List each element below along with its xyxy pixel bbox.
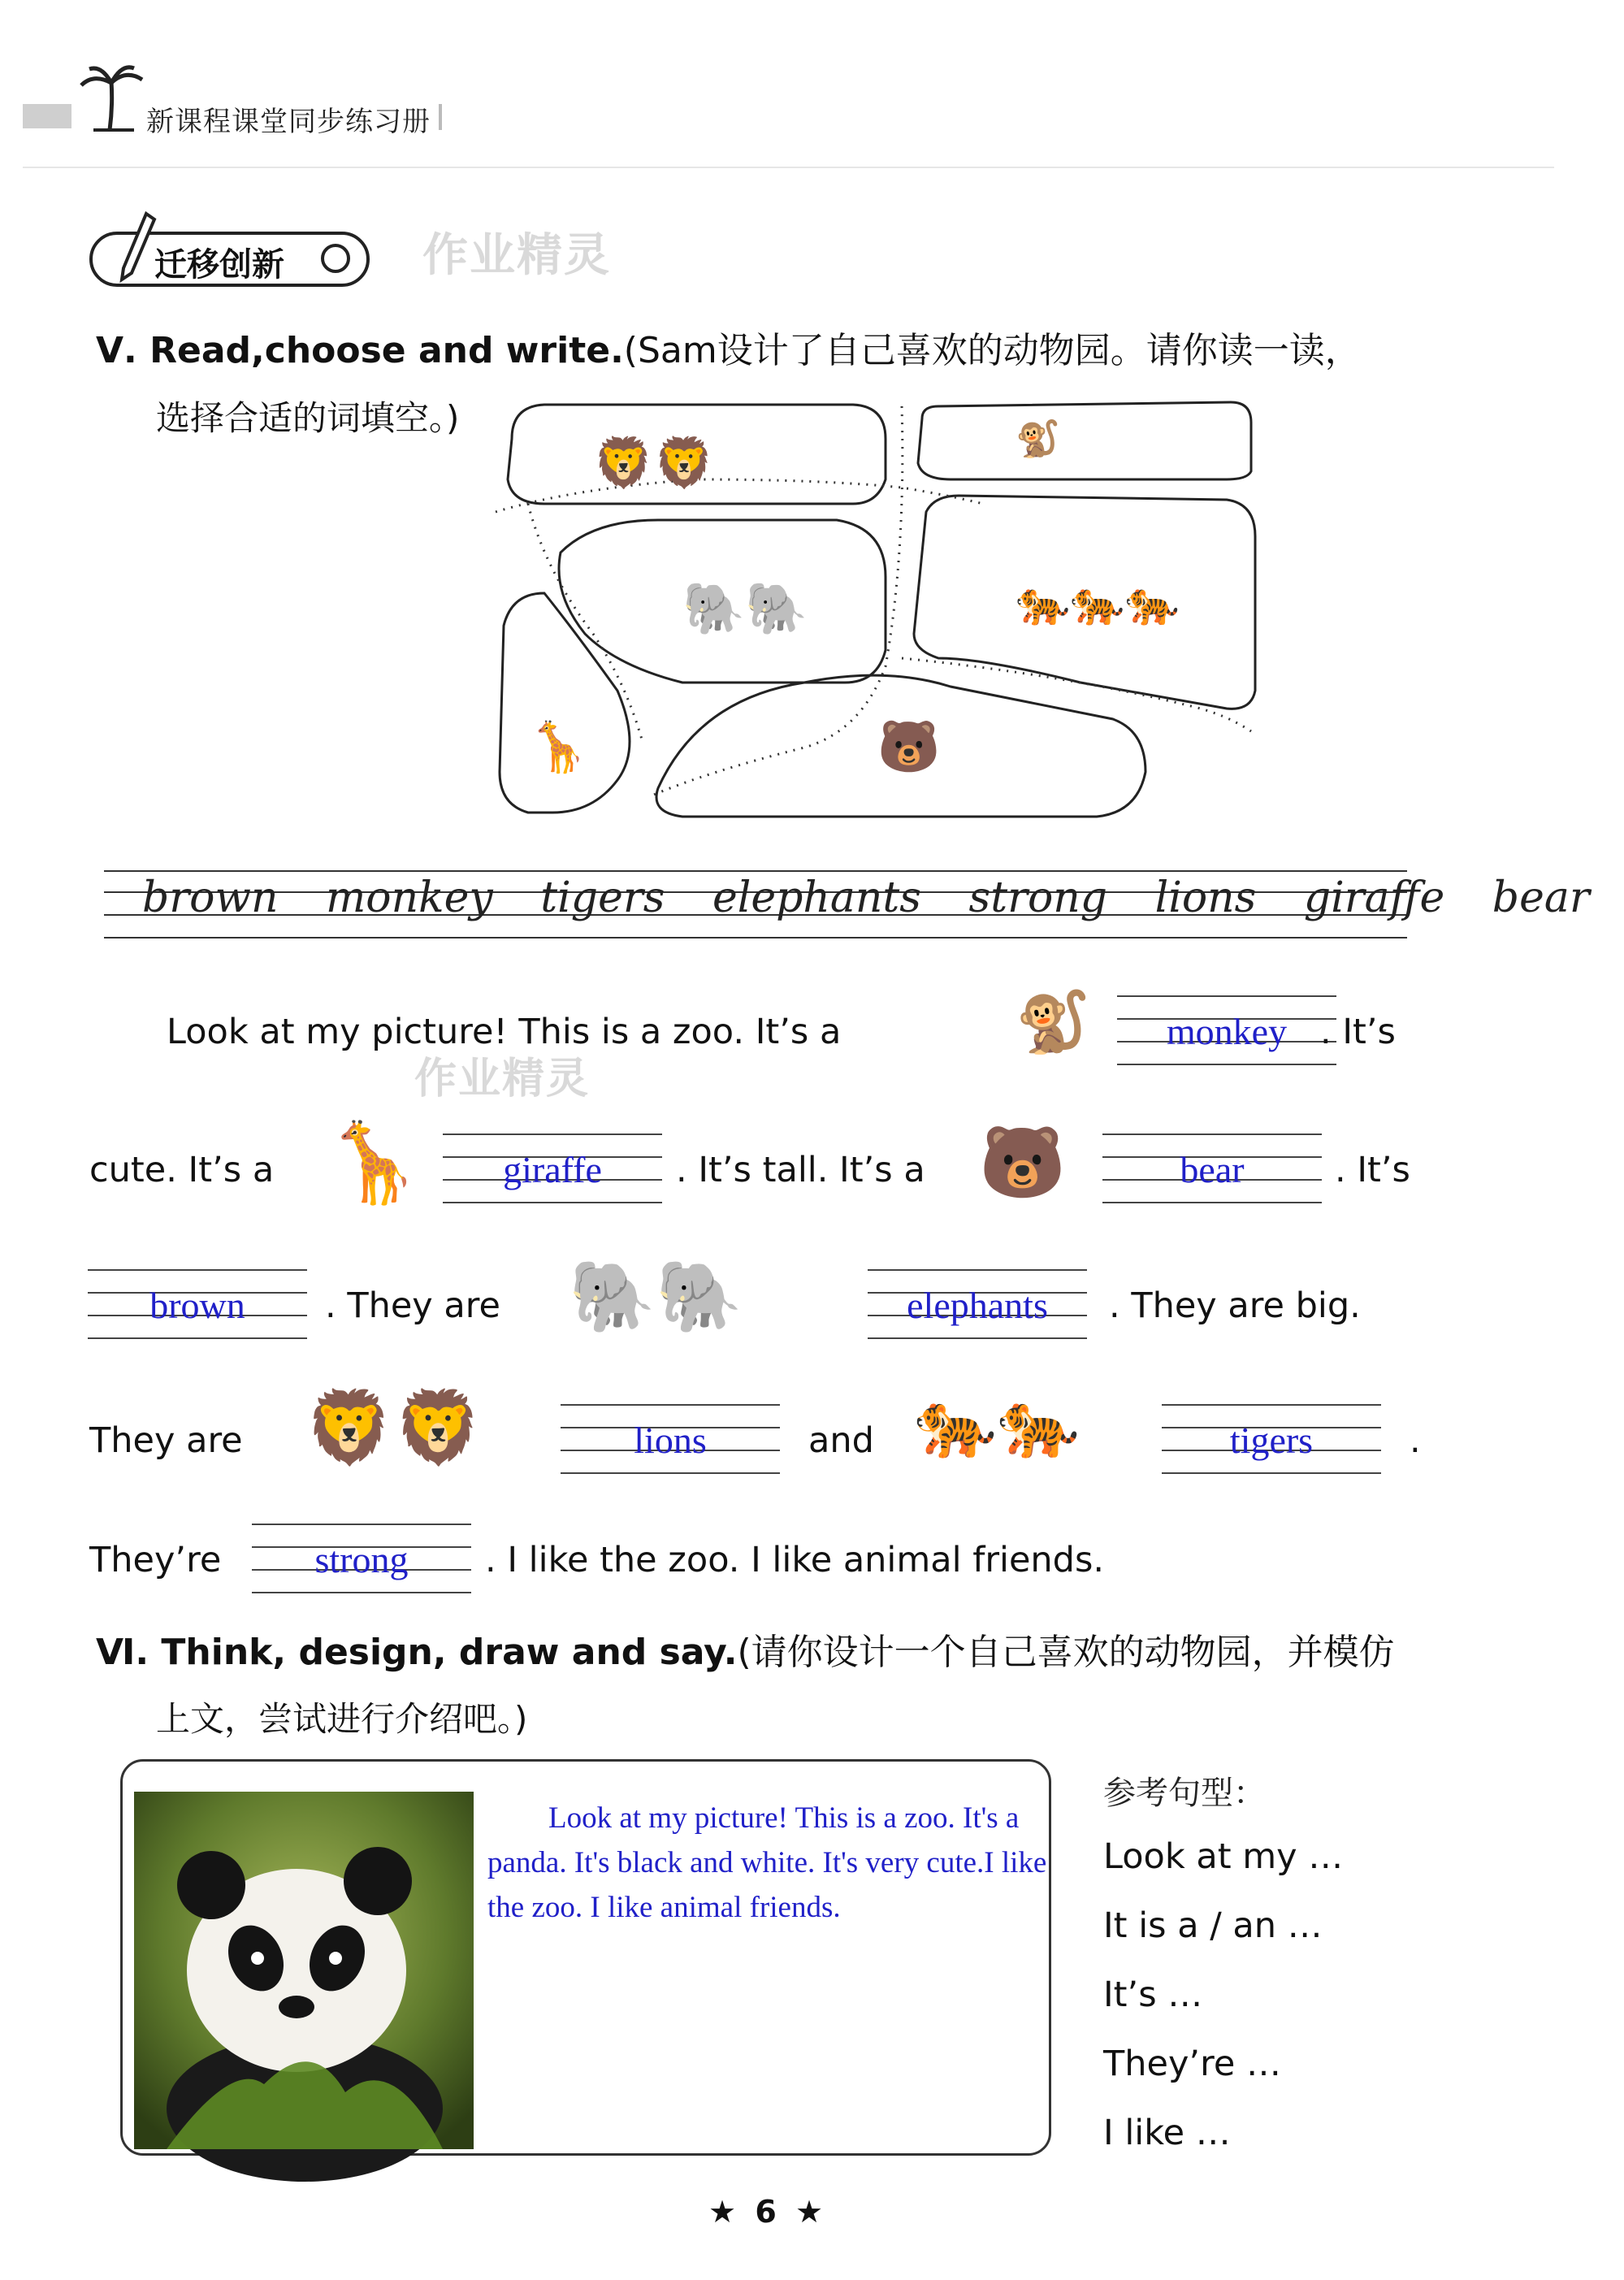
q6-instruction-2: 上文，尝试进行介绍吧。) [156, 1699, 528, 1739]
passage-text: . I like the zoo. I like animal friends. [485, 1540, 1105, 1580]
star-icon: ★ [708, 2194, 737, 2230]
passage-text: Look at my picture! This is a zoo. It’s a [167, 1012, 842, 1052]
reference-title: 参考句型： [1103, 1775, 1266, 1812]
lions-picture: 🦁🦁 [305, 1385, 483, 1469]
answer-text: strong [314, 1539, 409, 1580]
word-bank-item: strong [968, 873, 1108, 922]
answer-blank-3[interactable] [1102, 1133, 1322, 1207]
answer-blank-8[interactable] [252, 1524, 471, 1597]
passage-text: . They are big. [1109, 1285, 1361, 1326]
answer-text: lions [634, 1420, 707, 1461]
answer-text: brown [149, 1285, 245, 1326]
passage-text: and [808, 1420, 874, 1461]
reference-sentence: I like … [1103, 2113, 1231, 2153]
word-bank-item: bear [1492, 873, 1590, 922]
word-bank-item: monkey [325, 873, 493, 922]
q6-instruction-1: (请你设计一个自己喜欢的动物园，并模仿 [737, 1632, 1395, 1673]
reference-sentence: They’re … [1103, 2044, 1281, 2084]
answer-text: elephants [907, 1285, 1048, 1326]
word-bank-item: tigers [540, 873, 665, 922]
word-bank-item: giraffe [1303, 873, 1445, 922]
word-bank [142, 873, 1624, 922]
q5-instruction-2: 选择合适的词填空。) [156, 398, 460, 438]
passage-text: . [1410, 1420, 1421, 1461]
answer-blank-1[interactable] [1117, 995, 1336, 1068]
star-icon: ★ [795, 2194, 824, 2230]
giraffe-picture: 🦒 [325, 1117, 422, 1208]
answer-text: monkey [1166, 1011, 1288, 1052]
svg-text:🦒: 🦒 [528, 719, 589, 776]
passage-text: . It’s [1335, 1150, 1410, 1190]
answer-blank-5[interactable] [868, 1269, 1087, 1342]
bear-picture: 🐻 [979, 1122, 1067, 1203]
pencil-icon [114, 210, 158, 283]
reference-sentence: Look at my … [1103, 1836, 1344, 1877]
q5-heading [96, 321, 1361, 373]
badge-ring-icon [321, 244, 350, 273]
passage-text: They’re [89, 1540, 222, 1580]
passage-text: cute. It’s a [89, 1150, 275, 1190]
watermark: 作业精灵 [422, 229, 611, 282]
q5-label: Ⅴ. [96, 330, 137, 371]
answer-text: giraffe [503, 1149, 602, 1190]
header-rule [23, 167, 1554, 168]
answer-text: tigers [1229, 1420, 1314, 1461]
word-bank-item: lions [1154, 873, 1257, 922]
svg-text:🐅🐅🐅: 🐅🐅🐅 [1016, 577, 1180, 628]
reference-sentence: It is a / an … [1103, 1905, 1323, 1946]
sample-answer-text: Look at my picture! This is a zoo. It's a panda. It's black and white. It's very cute.I like the zoo. I like animal friends. [487, 1801, 1047, 1924]
zoo-map-illustration [496, 390, 1267, 861]
header-separator [439, 104, 442, 130]
watermark: 作业精灵 [414, 1055, 591, 1103]
passage-text: . It’s tall. It’s a [676, 1150, 925, 1190]
header-decoration-bar [23, 104, 71, 128]
word-bank-item: elephants [712, 873, 921, 922]
q6-label: Ⅵ. [96, 1632, 149, 1673]
word-bank-item: brown [142, 873, 279, 922]
answer-blank-6[interactable] [561, 1404, 780, 1477]
svg-text:🦁🦁: 🦁🦁 [593, 435, 715, 492]
q6-heading-text: Think, design, draw and say. [161, 1632, 738, 1673]
reference-sentence: It’s … [1103, 1974, 1203, 2015]
palm-tree-icon [77, 65, 146, 134]
monkey-picture: 🐒 [1016, 987, 1091, 1057]
q6-heading [96, 1623, 1395, 1675]
passage-text: They are [89, 1420, 243, 1461]
svg-text:🐻: 🐻 [877, 717, 941, 776]
answer-blank-4[interactable] [88, 1269, 307, 1342]
svg-text:🐘🐘: 🐘🐘 [682, 579, 808, 638]
page-number-value: 6 [755, 2194, 777, 2230]
tigers-picture: 🐅🐅 [914, 1385, 1081, 1463]
svg-text:🐒: 🐒 [1016, 418, 1060, 460]
panda-photo [134, 1792, 474, 2149]
answer-blank-2[interactable] [443, 1133, 662, 1207]
elephants-picture: 🐘🐘 [569, 1256, 743, 1337]
section-badge-label: 迁移创新 [154, 246, 284, 284]
q5-instruction-1: (Sam设计了自己喜欢的动物园。请你读一读， [623, 330, 1361, 371]
passage-text: . It’s [1320, 1012, 1396, 1052]
page-number [708, 2194, 823, 2230]
book-title: 新课程课堂同步练习册 [146, 106, 431, 138]
passage-text: . They are [325, 1285, 500, 1326]
q5-heading-text: Read,choose and write. [149, 330, 624, 371]
answer-blank-7[interactable] [1162, 1404, 1381, 1477]
answer-text: bear [1180, 1149, 1245, 1190]
